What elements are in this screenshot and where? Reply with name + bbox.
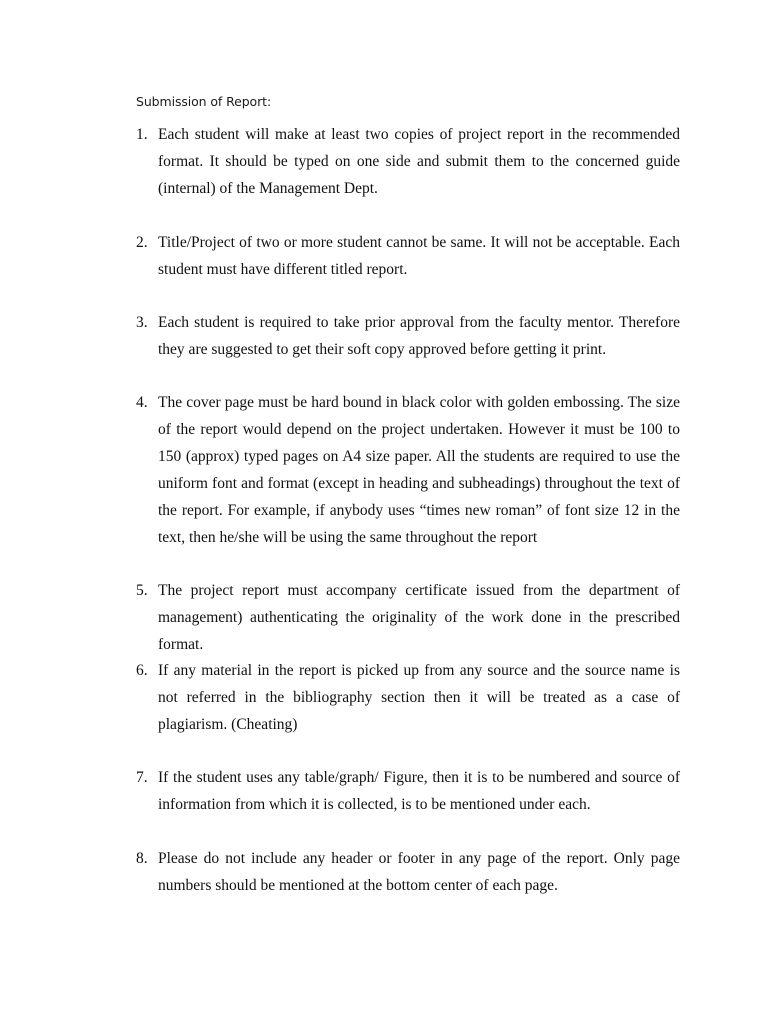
list-item-text: Please do not include any header or footer in any page of the report. Only page numbers should be mentioned at the bottom center of each page. — [158, 850, 680, 894]
list-item-number: 3. — [136, 314, 148, 331]
list-item-text: If any material in the report is picked up from any source and the source name is not referred in the bibliography section then it will be treated as a case of plagiarism. (Cheating) — [158, 662, 680, 733]
list-item-number: 4. — [136, 394, 148, 411]
section-heading: Submission of Report: — [136, 94, 272, 109]
list-item-number: 6. — [136, 662, 148, 679]
list-item — [136, 309, 680, 363]
list-item — [136, 657, 680, 738]
list-item-number: 8. — [136, 850, 148, 867]
list-item-text: The project report must accompany certificate issued from the department of management) authenticating the originality of the work done in the prescribed format. — [158, 582, 680, 653]
list-item — [136, 229, 680, 283]
list-item — [136, 845, 680, 899]
list-item-number: 5. — [136, 582, 148, 599]
list-item — [136, 577, 680, 658]
list-item — [136, 121, 680, 202]
list-item-number: 1. — [136, 126, 148, 143]
list-item-text: If the student uses any table/graph/ Figure, then it is to be numbered and source of information from which it is collected, is to be mentioned under each. — [158, 769, 680, 813]
list-item-text: Each student will make at least two copies of project report in the recommended format. It should be typed on one side and submit them to the concerned guide (internal) of the Management Dept. — [158, 126, 680, 197]
list-item — [136, 764, 680, 818]
list-item-text: Each student is required to take prior approval from the faculty mentor. Therefore they are suggested to get their soft copy approved before getting it print. — [158, 314, 680, 358]
list-item — [136, 389, 680, 551]
list-item-number: 2. — [136, 234, 148, 251]
list-item-number: 7. — [136, 769, 148, 786]
list-item-text: Title/Project of two or more student cannot be same. It will not be acceptable. Each student must have different titled report. — [158, 234, 680, 278]
list-item-text: The cover page must be hard bound in black color with golden embossing. The size of the report would depend on the project undertaken. However it must be 100 to 150 (approx) typed pages on A4 size paper. All the students are required to use the uniform font and format (except in heading and subheadings) throughout the text of the report. For example, if anybody uses “times new roman” of font size 12 in the text, then he/she will be using the same throughout the report — [158, 394, 680, 546]
